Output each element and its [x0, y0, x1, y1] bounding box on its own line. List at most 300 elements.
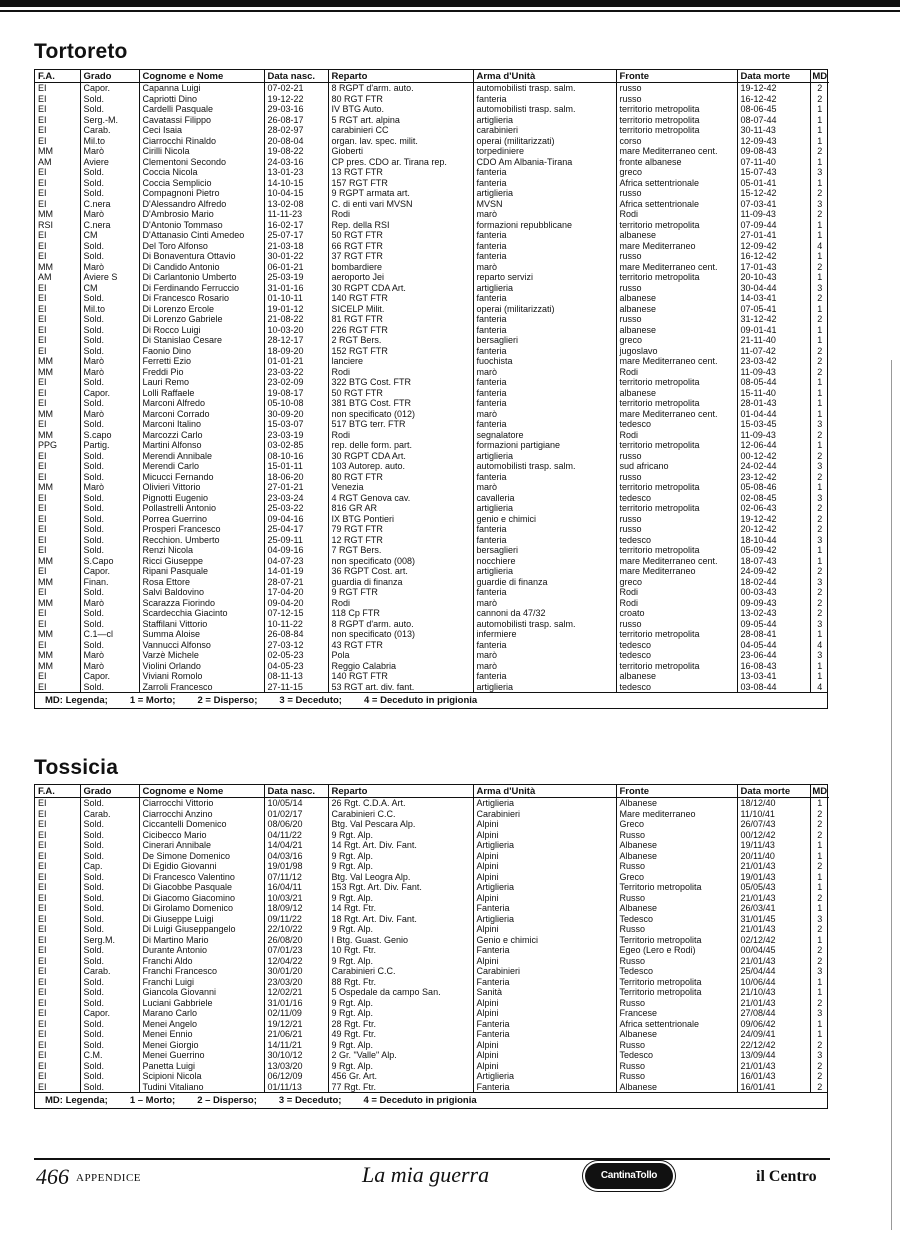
table-cell: Marò — [80, 598, 139, 609]
table-cell: Di Martino Mario — [139, 935, 264, 946]
legend — [35, 692, 827, 708]
table-row — [35, 998, 829, 1009]
table-cell: 21/01/43 — [737, 956, 810, 967]
table-cell: 19/12/21 — [264, 1019, 328, 1030]
table-row — [35, 619, 829, 630]
table-cell: 26/07/43 — [737, 819, 810, 830]
table-cell: Lolli Raffaele — [139, 388, 264, 399]
table-cell: Serg.M. — [80, 935, 139, 946]
table-cell: EI — [35, 167, 80, 178]
table-cell: Sold. — [80, 472, 139, 483]
table-cell: Capor. — [80, 566, 139, 577]
table-cell: 09/06/42 — [737, 1019, 810, 1030]
table-cell: Sold. — [80, 346, 139, 357]
table-cell: MM — [35, 367, 80, 378]
section-title-tortoreto: Tortoreto — [34, 40, 128, 63]
table-row — [35, 809, 829, 820]
table-cell: 2 — [817, 829, 823, 840]
table-cell: Sold. — [80, 1082, 139, 1093]
table-cell: tedesco — [616, 640, 737, 651]
table-cell: Marò — [80, 146, 139, 157]
table-cell: 1 — [817, 482, 823, 492]
table-cell: albanese — [616, 230, 737, 241]
table-cell: 27-01-41 — [737, 230, 810, 241]
table-row — [35, 819, 829, 830]
table-cell: Albanese — [616, 851, 737, 862]
table-cell: 1 — [817, 1029, 823, 1039]
table-cell: Cardelli Pasquale — [139, 104, 264, 115]
table-cell: 37 RGT FTR — [328, 251, 473, 262]
table-cell: Alpini — [473, 1008, 616, 1019]
table-cell: Fanteria — [473, 903, 616, 914]
table-cell: tedesco — [616, 535, 737, 546]
legend — [35, 1092, 827, 1108]
table-cell: Marcozzi Carlo — [139, 430, 264, 441]
table-cell: 30 RGPT CDA Art. — [328, 283, 473, 294]
table-cell: organ. lav. spec. milit. — [328, 136, 473, 147]
table-cell: fanteria — [473, 178, 616, 189]
table-cell: Alpini — [473, 872, 616, 883]
table-cell: 01/02/17 — [264, 809, 328, 820]
table-cell: genio e chimici — [473, 514, 616, 525]
table-cell: 09/11/22 — [264, 914, 328, 925]
table-cell: 23-03-19 — [264, 430, 328, 441]
table-row — [35, 587, 829, 598]
table-cell: 16/01/43 — [737, 1071, 810, 1082]
table-cell: Sold. — [80, 514, 139, 525]
table-cell: Varzè Michele — [139, 650, 264, 661]
table-cell: 5 Ospedale da campo San. — [328, 987, 473, 998]
table-cell: EI — [35, 251, 80, 262]
table-cell: fanteria — [473, 377, 616, 388]
table-cell: fronte albanese — [616, 157, 737, 168]
table-row — [35, 503, 829, 514]
table-cell: Sold. — [80, 325, 139, 336]
table-cell: 07/11/12 — [264, 872, 328, 883]
table-cell: territorio metropolita — [616, 629, 737, 640]
table-cell: 15-07-43 — [737, 167, 810, 178]
table-cell: 25-04-17 — [264, 524, 328, 535]
table-cell: 00-12-42 — [737, 451, 810, 462]
table-cell: 05-10-08 — [264, 398, 328, 409]
table-cell: 1 — [817, 135, 823, 146]
table-cell: Mil.to — [80, 304, 139, 315]
table-cell: 14-01-19 — [264, 566, 328, 577]
table-cell: 09-04-20 — [264, 598, 328, 609]
table-cell: Del Toro Alfonso — [139, 241, 264, 252]
table-row — [35, 398, 829, 409]
table-cell: 15-11-40 — [737, 388, 810, 399]
table-cell: 20-12-42 — [737, 524, 810, 535]
table-cell: EI — [35, 1008, 80, 1019]
table-cell: Russo — [616, 998, 737, 1009]
table-cell: greco — [616, 167, 737, 178]
table-cell: fanteria — [473, 167, 616, 178]
table-cell: 2 — [817, 608, 823, 618]
table-cell: Russo — [616, 1071, 737, 1082]
table-cell: Sold. — [80, 882, 139, 893]
table-cell: Sold. — [80, 682, 139, 693]
table-cell: non specificato (013) — [328, 629, 473, 640]
table-cell: Partig. — [80, 440, 139, 451]
table-cell: 1 — [817, 114, 823, 125]
table-cell: EI — [35, 188, 80, 199]
table-cell: Rosa Ettore — [139, 577, 264, 588]
table-cell: EI — [35, 935, 80, 946]
table-cell: 04-05-23 — [264, 661, 328, 672]
table-cell: Russo — [616, 830, 737, 841]
table-cell: fanteria — [473, 241, 616, 252]
table-cell: 27-01-21 — [264, 482, 328, 493]
table-cell: Marò — [80, 209, 139, 220]
table-cell: 26-08-84 — [264, 629, 328, 640]
table-cell: Mil.to — [80, 136, 139, 147]
table-cell: Marò — [80, 356, 139, 367]
table-cell: territorio metropolita — [616, 661, 737, 672]
table-cell: 43 RGT FTR — [328, 640, 473, 651]
table-cell: Di Lorenzo Gabriele — [139, 314, 264, 325]
table-cell: marò — [473, 598, 616, 609]
table-cell: 19-01-12 — [264, 304, 328, 315]
table-cell: 1 — [817, 377, 823, 387]
table-row — [35, 861, 829, 872]
table-cell: 13-02-08 — [264, 199, 328, 210]
table-cell: EI — [35, 1040, 80, 1051]
table-cell: russo — [616, 94, 737, 105]
table-cell: 1 — [817, 408, 823, 419]
column-header: Arma d'Unità — [473, 785, 616, 798]
table-cell: 23-02-09 — [264, 377, 328, 388]
table-cell: Reggio Calabria — [328, 661, 473, 672]
table-cell: Vannucci Alfonso — [139, 640, 264, 651]
table-cell: Giancola Giovanni — [139, 987, 264, 998]
table-cell: Di Egidio Giovanni — [139, 861, 264, 872]
table-cell: Viviani Romolo — [139, 671, 264, 682]
table-row — [35, 1071, 829, 1082]
table-cell: artiglieria — [473, 503, 616, 514]
table-cell: AM — [35, 272, 80, 283]
table-cell: Sold. — [80, 1040, 139, 1051]
table-cell: Martini Alfonso — [139, 440, 264, 451]
table-cell: fanteria — [473, 325, 616, 336]
table-row — [35, 493, 829, 504]
table-cell: non specificato (008) — [328, 556, 473, 567]
table-cell: Capor. — [80, 1008, 139, 1019]
table-cell: Di Francesco Valentino — [139, 872, 264, 883]
table-row — [35, 924, 829, 935]
table-cell: 2 — [817, 503, 823, 513]
table-cell: 07-09-44 — [737, 220, 810, 231]
table-row — [35, 451, 829, 462]
table-row — [35, 367, 829, 378]
table-cell: russo — [616, 314, 737, 325]
table-cell: S.Capo — [80, 556, 139, 567]
table-cell: 816 GR AR — [328, 503, 473, 514]
table-cell: 18/12/40 — [737, 798, 810, 809]
table-row — [35, 272, 829, 283]
table-cell: EI — [35, 83, 80, 94]
table-cell: Tudini Vitaliano — [139, 1082, 264, 1093]
table-cell: Menei Angelo — [139, 1019, 264, 1030]
table-cell: AM — [35, 157, 80, 168]
table-cell: mare Mediterraneo cent. — [616, 262, 737, 273]
table-cell: 26/03/41 — [737, 903, 810, 914]
table-cell: 3 — [817, 534, 823, 545]
table-cell: 20-08-04 — [264, 136, 328, 147]
table-cell: 3 — [817, 461, 823, 471]
table-row — [35, 598, 829, 609]
section-title-tossicia: Tossicia — [34, 756, 119, 779]
table-cell: 18-02-44 — [737, 577, 810, 588]
table-cell: segnalatore — [473, 430, 616, 441]
table-cell: 2 — [817, 1081, 823, 1092]
table-cell: 2 — [817, 513, 823, 524]
table-cell: fanteria — [473, 472, 616, 483]
table-cell: Sold. — [80, 178, 139, 189]
table-cell: 08-05-44 — [737, 377, 810, 388]
table-cell: Sold. — [80, 1029, 139, 1040]
table-cell: 30-01-22 — [264, 251, 328, 262]
table-cell: Sold. — [80, 503, 139, 514]
table-cell: 19-12-22 — [264, 94, 328, 105]
table-cell: EI — [35, 872, 80, 883]
table-cell: Albanese — [616, 840, 737, 851]
table-cell: Mare mediterraneo — [616, 809, 737, 820]
table-cell: 10/05/14 — [264, 798, 328, 809]
table-row — [35, 241, 829, 252]
table-cell: Fanteria — [473, 945, 616, 956]
table-cell: Russo — [616, 1061, 737, 1072]
table-cell: 08-06-45 — [737, 104, 810, 115]
table-cell: 02-08-45 — [737, 493, 810, 504]
table-row — [35, 914, 829, 925]
table-cell: cannoni da 47/32 — [473, 608, 616, 619]
table-cell: russo — [616, 451, 737, 462]
table-row — [35, 314, 829, 325]
table-cell: Rodi — [616, 367, 737, 378]
table-cell: 1 — [817, 840, 823, 850]
table-cell: Franchi Aldo — [139, 956, 264, 967]
table-cell: reparto servizi — [473, 272, 616, 283]
legend-item: MD: Legenda; — [45, 1095, 108, 1106]
table-row — [35, 872, 829, 883]
table-cell: mare Mediterraneo cent. — [616, 409, 737, 420]
table-cell: 9 Rgt. Alp. — [328, 830, 473, 841]
table-cell: EI — [35, 241, 80, 252]
table-cell: 10-11-22 — [264, 619, 328, 630]
table-row — [35, 335, 829, 346]
table-row — [35, 377, 829, 388]
table-cell: 9 RGT FTR — [328, 587, 473, 598]
table-cell: Di Francesco Rosario — [139, 293, 264, 304]
table-cell: 2 — [817, 356, 823, 366]
table-cell: Tedesco — [616, 914, 737, 925]
table-cell: 1 — [817, 555, 823, 566]
table-cell: greco — [616, 577, 737, 588]
table-cell: 1 — [817, 987, 823, 997]
table-cell: Di Rocco Luigi — [139, 325, 264, 336]
table-cell: 9 Rgt. Alp. — [328, 1061, 473, 1072]
table-cell: Genio e chimici — [473, 935, 616, 946]
table-cell: De Simone Domenico — [139, 851, 264, 862]
table-cell: EI — [35, 1082, 80, 1093]
table-cell: EI — [35, 671, 80, 682]
column-header: Cognome e Nome — [139, 70, 264, 83]
table-cell: automobilisti trasp. salm. — [473, 83, 616, 94]
table-cell: 07-02-21 — [264, 83, 328, 94]
legend-item: 3 = Deceduto; — [279, 695, 342, 706]
table-cell: mare Mediterraneo — [616, 241, 737, 252]
table-cell: 2 — [817, 1060, 823, 1071]
table-cell: 27-11-15 — [264, 682, 328, 693]
table-row — [35, 188, 829, 199]
table-cell: Carabinieri C.C. — [328, 809, 473, 820]
table-cell: EI — [35, 914, 80, 925]
table-cell: 06-01-21 — [264, 262, 328, 273]
table-row — [35, 293, 829, 304]
roll-table-tossicia — [34, 784, 828, 1109]
table-cell: Aviere S — [80, 272, 139, 283]
table-cell: 15-03-45 — [737, 419, 810, 430]
table-cell: MM — [35, 629, 80, 640]
table-cell: 3 — [817, 650, 823, 660]
table-cell: 21/06/21 — [264, 1029, 328, 1040]
table-cell: fanteria — [473, 398, 616, 409]
column-header: Grado — [80, 785, 139, 798]
table-cell: russo — [616, 83, 737, 94]
table-cell: Menei Guerrino — [139, 1050, 264, 1061]
table-cell: Sold. — [80, 377, 139, 388]
table-cell: Alpini — [473, 924, 616, 935]
table-cell: non specificato (012) — [328, 409, 473, 420]
table-cell: 517 BTG terr. FTR — [328, 419, 473, 430]
table-cell: Menei Ennio — [139, 1029, 264, 1040]
table-cell: Sold. — [80, 524, 139, 535]
legend-item: 2 – Disperso; — [197, 1095, 257, 1106]
table-cell: 1 — [817, 251, 823, 261]
table-cell: 9 Rgt. Alp. — [328, 893, 473, 904]
table-cell: guardia di finanza — [328, 577, 473, 588]
table-cell: territorio metropolita — [616, 125, 737, 136]
table-cell: 16/04/11 — [264, 882, 328, 893]
table-cell: Rodi — [328, 367, 473, 378]
table-cell: MM — [35, 661, 80, 672]
table-cell: Venezia — [328, 482, 473, 493]
table-cell: 2 — [817, 945, 823, 955]
table-cell: EI — [35, 840, 80, 851]
table-cell: 30/01/20 — [264, 966, 328, 977]
table-row — [35, 514, 829, 525]
table-cell: 08-07-44 — [737, 115, 810, 126]
table-cell: 16-08-43 — [737, 661, 810, 672]
table-cell: territorio metropolita — [616, 545, 737, 556]
table-cell: 3 — [817, 198, 823, 209]
table-cell: 2 — [817, 997, 823, 1008]
table-cell: automobilisti trasp. salm. — [473, 619, 616, 630]
table-cell: albanese — [616, 388, 737, 399]
table-cell: 118 Cp FTR — [328, 608, 473, 619]
table-cell: EI — [35, 230, 80, 241]
table-cell: albanese — [616, 325, 737, 336]
table-cell: 19/11/43 — [737, 840, 810, 851]
table-cell: Territorio metropolita — [616, 987, 737, 998]
table-cell: 11-09-43 — [737, 367, 810, 378]
table-cell: artiglieria — [473, 451, 616, 462]
table-cell: 9 Rgt. Alp. — [328, 924, 473, 935]
table-cell: 18-09-20 — [264, 346, 328, 357]
table-cell: Cap. — [80, 861, 139, 872]
table-cell: 1 — [817, 976, 823, 987]
table-cell: fanteria — [473, 94, 616, 105]
table-cell: automobilisti trasp. salm. — [473, 104, 616, 115]
table-cell: fanteria — [473, 640, 616, 651]
table-cell: 08-11-13 — [264, 671, 328, 682]
table-cell: EI — [35, 304, 80, 315]
table-cell: 31-12-42 — [737, 314, 810, 325]
table-cell: Sold. — [80, 314, 139, 325]
table-cell: EI — [35, 325, 80, 336]
table-row — [35, 671, 829, 682]
table-cell: Violini Orlando — [139, 661, 264, 672]
table-cell: SICELP Milit. — [328, 304, 473, 315]
table-cell: 17-01-43 — [737, 262, 810, 273]
table-cell: Sold. — [80, 945, 139, 956]
table-cell: 23/03/20 — [264, 977, 328, 988]
table-row — [35, 977, 829, 988]
table-cell: Di Lorenzo Ercole — [139, 304, 264, 315]
table-cell: Cicibecco Mario — [139, 830, 264, 841]
table-cell: 3 — [817, 1008, 823, 1018]
table-cell: 7 RGT Bers. — [328, 545, 473, 556]
table-cell: 1 — [817, 398, 823, 408]
table-row — [35, 608, 829, 619]
table-cell: 27-03-12 — [264, 640, 328, 651]
table-cell: 21/10/43 — [737, 987, 810, 998]
table-cell: EI — [35, 335, 80, 346]
table-cell: Ciarrocchi Vittorio — [139, 798, 264, 809]
table-cell: MVSN — [473, 199, 616, 210]
table-cell: 21-03-18 — [264, 241, 328, 252]
table-row — [35, 1029, 829, 1040]
table-cell: fuochista — [473, 356, 616, 367]
table-cell: Luciani Gabbriele — [139, 998, 264, 1009]
table-cell: C.nera — [80, 199, 139, 210]
roll-table — [35, 70, 829, 692]
header-row — [35, 70, 829, 83]
table-cell: Freddi Pio — [139, 367, 264, 378]
column-header: Data morte — [737, 785, 810, 798]
table-cell: EI — [35, 472, 80, 483]
table-cell: Btg. Val Leogra Alp. — [328, 872, 473, 883]
table-row — [35, 545, 829, 556]
table-cell: 2 — [817, 146, 823, 156]
table-cell: Alpini — [473, 1061, 616, 1072]
table-cell: 04/11/22 — [264, 830, 328, 841]
legend-item: 1 = Morto; — [129, 695, 176, 706]
table-cell: MM — [35, 409, 80, 420]
table-cell: 05-08-46 — [737, 482, 810, 493]
column-header: Fronte — [616, 785, 737, 798]
table-cell: 11/10/41 — [737, 809, 810, 820]
table-cell: 9 Rgt. Alp. — [328, 956, 473, 967]
table-cell: 24-09-42 — [737, 566, 810, 577]
table-row — [35, 115, 829, 126]
table-cell: IV BTG Auto. — [328, 104, 473, 115]
legend-item: MD: Legenda; — [45, 695, 108, 706]
table-cell: Di Ferdinando Ferruccio — [139, 283, 264, 294]
table-cell: EI — [35, 94, 80, 105]
table-cell: EI — [35, 419, 80, 430]
